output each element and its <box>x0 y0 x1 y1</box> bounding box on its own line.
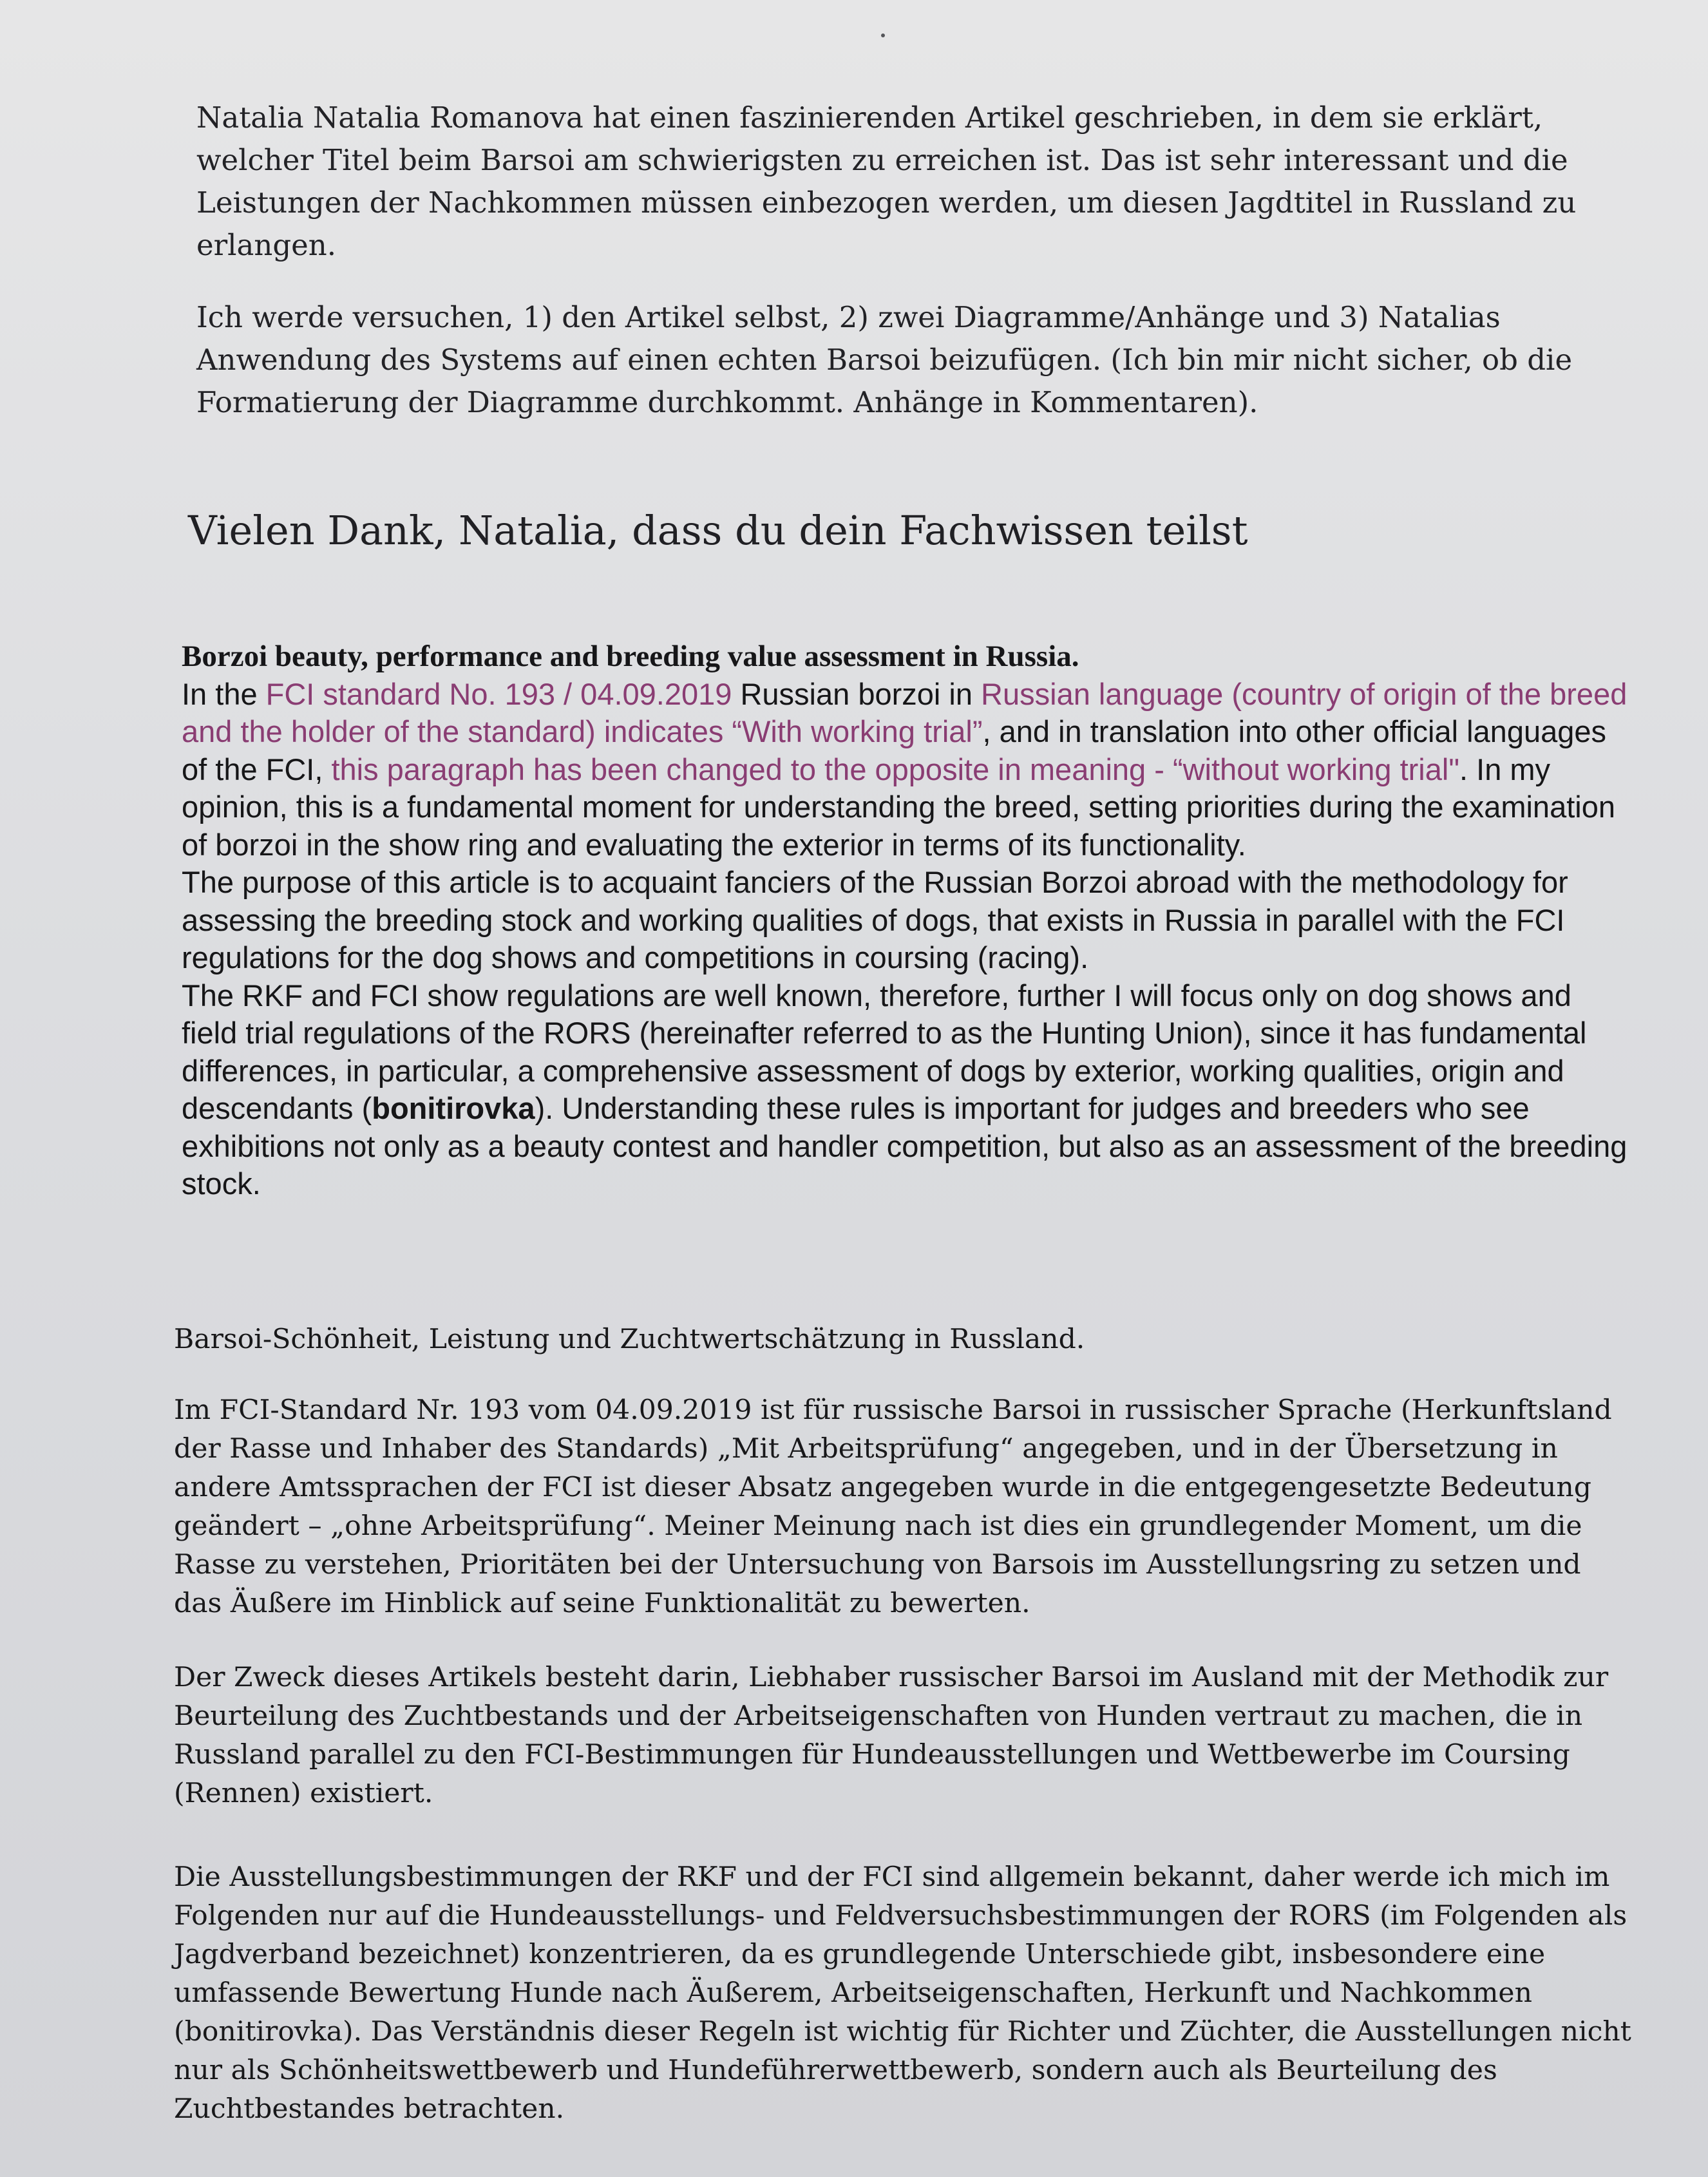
english-p1-text-3: , and in translation into other official languages of the FCI, <box>182 714 1607 786</box>
russian-language-link[interactable]: Russian language (country of origin of the breed and the holder of the standard) indicates “With working trial” <box>182 676 1627 748</box>
english-p1-text-4: . In my opinion, this is a fundamental moment for understanding the breed, setting priorities during the examination of borzoi in the show ring and evaluating the exterior in terms of its functionality. <box>182 752 1615 862</box>
paper-speck <box>881 33 885 37</box>
german-title: Barsoi-Schönheit, Leistung und Zuchtwertschätzung in Russland. <box>174 1324 1085 1355</box>
german-paragraph-1: Im FCI-Standard Nr. 193 vom 04.09.2019 ist für russische Barsoi in russischer Sprache (Herkunftsland der Rasse und Inhaber des Standards) „Mit Arbeitsprüfung“ angegeben, und in der Übersetzung in andere Amtssprachen der FCI ist dieser Absatz angegeben wurde in die entgegengesetzte Bedeutung geändert – „ohne Arbeitsprüfung“. Meiner Meinung nach ist dies ein grundlegender Moment, um die Rasse zu verstehen, Prioritäten bei der Untersuchung von Barsois im Ausstellungsring zu setzen und das Äußere im Hinblick auf seine Funktionalität zu bewerten. <box>174 1394 1612 1619</box>
intro-paragraph-1: Natalia Natalia Romanova hat einen faszinierenden Artikel geschrieben, in dem sie erklärt, welcher Titel beim Barsoi am schwierigsten zu erreichen ist. Das ist sehr interessant und die Leistungen der Nachkommen müssen einbezogen werden, um diesen Jagdtitel in Russland zu erlangen. <box>196 100 1577 262</box>
german-paragraph-3: Die Ausstellungsbestimmungen der RKF und der FCI sind allgemein bekannt, daher werde ich mich im Folgenden nur auf die Hundeausstellungs- und Feldversuchsbestimmungen der RORS (im Folgenden als Jagdverband bezeichnet) konzentrieren, da es grundlegende Unterschiede gibt, insbesondere eine umfassende Bewertung Hunde nach Äußerem, Arbeitseigenschaften, Herkunft und Nachkommen (bonitirovka). Das Verständnis dieser Regeln ist wichtig für Richter und Züchter, die Ausstellungen nicht nur als Schönheitswettbewerb und Hundeführerwettbewerb, sondern auch als Beurteilung des Zuchtbestandes betrachten. <box>174 1861 1631 2125</box>
english-paragraph-2: The purpose of this article is to acquaint fanciers of the Russian Borzoi abroad with the methodology for assessing the breeding stock and working qualities of dogs, that exists in Russia in parallel with the FCI regulations for the dog shows and competitions in coursing (racing). <box>182 865 1568 974</box>
english-paragraph-1 <box>182 676 1631 864</box>
thanks-heading: Vielen Dank, Natalia, dass du dein Fachwissen teilst <box>188 507 1248 554</box>
bonitirovka-term: bonitirovka <box>372 1091 535 1125</box>
english-p1-text-1: In the <box>182 676 266 711</box>
english-p1-text-2: Russian borzoi in <box>732 676 982 711</box>
german-paragraph-2: Der Zweck dieses Artikels besteht darin, Liebhaber russischer Barsoi im Ausland mit der Methodik zur Beurteilung des Zuchtbestands und der Arbeitseigenschaften von Hunden vertraut zu machen, die in Russland parallel zu den FCI-Bestimmungen für Hundeausstellungen und Wettbewerbe im Coursing (Rennen) existiert. <box>174 1662 1609 1809</box>
intro-paragraph-2: Ich werde versuchen, 1) den Artikel selbst, 2) zwei Diagramme/Anhänge und 3) Natalias Anwendung des Systems auf einen echten Barsoi beizufügen. (Ich bin mir nicht sicher, ob die Formatierung der Diagramme durchkommt. Anhänge in Kommentaren). <box>196 300 1573 419</box>
changed-meaning-link[interactable]: this paragraph has been changed to the opposite in meaning - “without working trial" <box>331 752 1460 786</box>
english-p3-text-1: The RKF and FCI show regulations are well known, therefore, further I will focus only on dog shows and field trial regulations of the RORS (hereinafter referred to as the Hunting Union), since it has fundamental differences, in particular, a comprehensive assessment of dogs by exterior, working qualities, origin and descendants ( <box>182 978 1587 1125</box>
english-paragraph-3 <box>182 977 1631 1203</box>
english-title: Borzoi beauty, performance and breeding value assessment in Russia. <box>182 640 1079 673</box>
english-p3-text-2: ). Understanding these rules is important for judges and breeders who see exhibitions not only as a beauty contest and handler competition, but also as an assessment of the breeding stock. <box>182 1091 1627 1201</box>
fci-standard-link[interactable]: FCI standard No. 193 / 04.09.2019 <box>265 676 732 711</box>
english-article <box>182 638 1631 1203</box>
